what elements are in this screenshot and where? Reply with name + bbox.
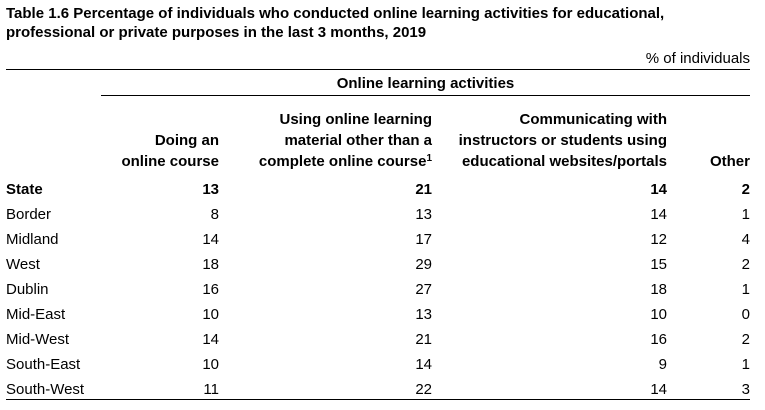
value-cell: 1 [741,356,750,373]
region-cell: Midland [6,231,59,248]
table-row [0,180,765,205]
value-cell: 21 [415,181,432,198]
value-cell: 16 [202,281,219,298]
value-cell: 14 [202,231,219,248]
value-cell: 10 [202,356,219,373]
column-header-line [259,151,432,172]
column-header-learning-material [259,109,432,172]
value-cell: 27 [415,281,432,298]
table-row [0,280,765,305]
value-cell: 14 [650,381,667,398]
table-title-line-1: Table 1.6 Percentage of individuals who conducted online learning activities for educational, [6,5,665,22]
table-row [0,205,765,230]
value-cell: 13 [415,306,432,323]
value-cell: 1 [741,206,750,223]
column-header-line: Other [709,153,750,170]
column-header-online-course [121,130,219,172]
table-row [0,355,765,380]
unit-label: % of individuals [645,50,750,67]
region-cell: South-East [6,356,81,373]
value-cell: 29 [415,256,432,273]
value-cell: 1 [741,281,750,298]
value-cell: 11 [203,381,219,398]
table-row [0,330,765,355]
table-row [0,230,765,255]
bottom-rule [6,399,750,400]
region-cell: State [6,181,43,198]
value-cell: 16 [650,331,667,348]
value-cell: 18 [202,256,219,273]
footnote-marker: 1 [426,153,432,164]
value-cell: 8 [210,206,219,223]
column-header-line: Communicating with [519,111,667,128]
column-header-communicating [459,109,667,172]
value-cell: 22 [415,381,432,398]
value-cell: 2 [741,256,750,273]
group-header: Online learning activities [336,75,515,92]
value-cell: 14 [415,356,432,373]
value-cell: 14 [650,181,667,198]
table-row [0,305,765,330]
column-header-line: Using online learning [279,111,432,128]
value-cell: 10 [202,306,219,323]
region-cell: Dublin [6,281,49,298]
table-row [0,255,765,280]
region-cell: South-West [6,381,85,398]
group-header-rule [101,95,750,96]
value-cell: 15 [650,256,667,273]
value-cell: 10 [650,306,667,323]
column-header-line: material other than a [284,132,432,149]
value-cell: 2 [741,181,750,198]
value-cell: 4 [741,231,750,248]
value-cell: 14 [202,331,219,348]
value-cell: 2 [741,331,750,348]
region-cell: Mid-West [6,331,70,348]
region-cell: Border [6,206,52,223]
region-cell: West [6,256,40,273]
table-title [6,4,758,42]
value-cell: 12 [650,231,667,248]
value-cell: 18 [650,281,667,298]
value-cell: 13 [415,206,432,223]
value-cell: 3 [741,381,750,398]
value-cell: 9 [658,356,667,373]
value-cell: 17 [415,231,432,248]
table-row [0,380,765,405]
value-cell: 0 [741,306,750,323]
value-cell: 14 [650,206,667,223]
column-header-text: complete online course [258,153,427,170]
value-cell: 13 [202,181,219,198]
column-header-line: Doing an [154,132,219,149]
top-rule [6,69,750,70]
region-cell: Mid-East [6,306,66,323]
column-header-other [710,151,750,172]
table-title-line-2: professional or private purposes in the last 3 months, 2019 [6,24,427,41]
column-header-line: instructors or students using [458,132,667,149]
value-cell: 21 [415,331,432,348]
column-header-line: educational websites/portals [461,153,667,170]
column-header-line: online course [121,153,219,170]
